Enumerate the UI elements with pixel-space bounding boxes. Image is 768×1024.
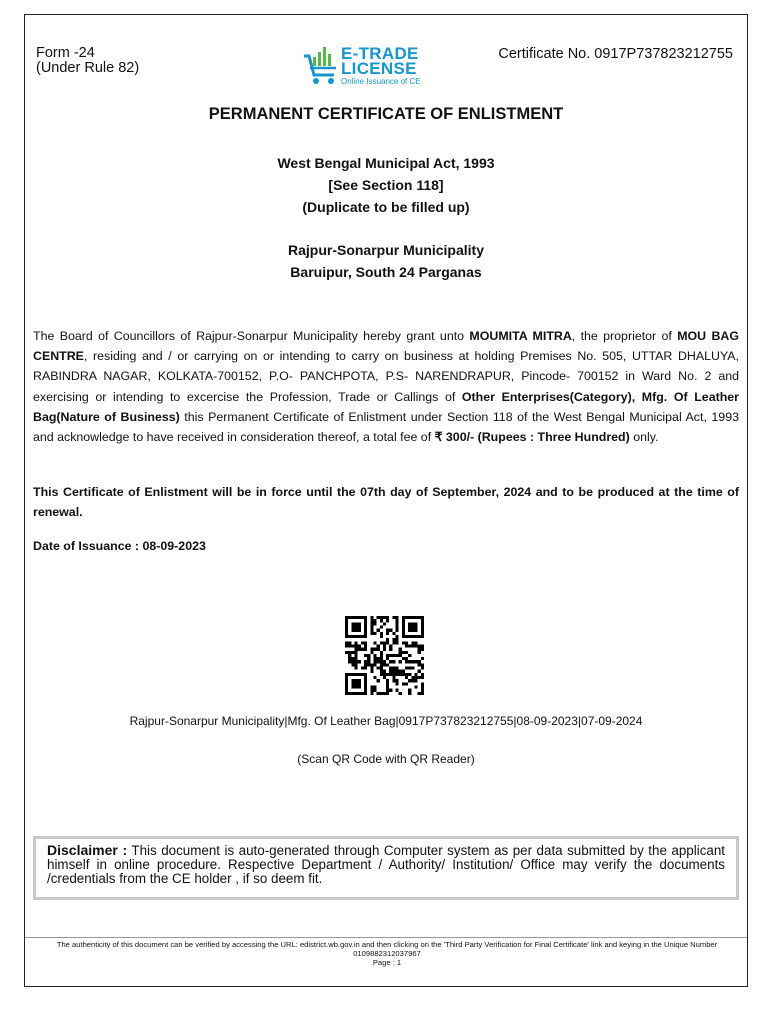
municipality-location: Baruipur, South 24 Parganas (290, 264, 482, 280)
page-title: PERMANENT CERTIFICATE OF ENLISTMENT (208, 105, 564, 123)
logo-tagline: Online Issuance of CE (341, 77, 421, 86)
etrade-license-logo (303, 41, 433, 89)
business-name: MOU BAG CENTRE (33, 329, 740, 364)
grant-text: The Board of Councillors of Rajpur-Sonarpur Municipality hereby grant unto (33, 329, 470, 343)
shopping-cart-icon (303, 43, 339, 87)
grant-text: , residing and / or carrying on or intending to carry on business at holding Premises No. 505, UTTAR DHALUYA, RABINDRA NAGAR, KOLKATA-700152, P.O- PANCHPOTA, P.S- NARENDRAPUR, Pincode- 700152 in Ward No. 2 and exercising or intending to excercise the Profession, Trade or Callings of (33, 349, 739, 404)
municipality-name: Rajpur-Sonarpur Municipality (287, 242, 484, 258)
verification-note: The authenticity of this document can be verified by accessing the URL: edistrict.wb.gov.in and then clicking on the 'Third Party Verification for Final Certificate' link and keying in the Unique Number 0109882312037967 (56, 940, 718, 958)
act-reference (25, 152, 747, 218)
act-note: (Duplicate to be filled up) (302, 199, 470, 215)
certificate-number-value: 0917P737823212755 (594, 46, 733, 62)
validity-statement: This Certificate of Enlistment will be in force until the 07th day of September, 2024 and to be produced at the time of renewal. (33, 485, 739, 520)
scan-instruction: (Scan QR Code with QR Reader) (297, 752, 475, 766)
proprietor-name: MOUMITA MITRA (469, 329, 572, 343)
grant-paragraph (33, 326, 739, 447)
rule-reference: (Under Rule 82) (36, 60, 140, 76)
grant-text: this Permanent Certificate of Enlistment under Section 118 of the West Bengal Municipal Act, 1993 and acknowledge to have received in consideration thereof, a total fee of (33, 409, 739, 445)
act-section: [See Section 118] (328, 177, 444, 193)
issuance-date: Date of Issuance : 08-09-2023 (33, 539, 206, 553)
certificate-number (498, 46, 733, 62)
disclaimer-box (33, 836, 739, 900)
footer (33, 940, 741, 967)
form-reference (36, 46, 139, 76)
act-name: West Bengal Municipal Act, 1993 (277, 155, 495, 171)
qr-code (345, 616, 424, 695)
disclaimer-text: This document is auto-generated through Computer system as per data submitted by the applicant himself in online procedure. Respective Department / Authority/ Institution/ Office may verify the documents /credentials from the CE holder , if so deem fit. (47, 843, 725, 886)
fee-amount: ₹ 300/- (Rupees : Three Hundred) (434, 430, 630, 445)
page-number: Page : 1 (372, 958, 402, 967)
footer-divider (25, 937, 747, 938)
disclaimer-label: Disclaimer : (47, 842, 128, 858)
certificate-page (24, 14, 748, 987)
grant-text: , the proprietor of (571, 329, 678, 343)
grant-text: only. (629, 430, 659, 445)
form-number: Form -24 (36, 45, 95, 61)
logo-etrade: E-TRADE (341, 44, 419, 63)
qr-encoded-text: Rajpur-Sonarpur Municipality|Mfg. Of Leather Bag|0917P737823212755|08-09-2023|07-09-2024 (129, 714, 643, 728)
logo-license: LICENSE (341, 59, 417, 78)
business-category: Other Enterprises(Category), Mfg. Of Leather Bag(Nature of Business) (33, 389, 739, 424)
municipality-block (25, 239, 747, 283)
certificate-number-label: Certificate No. (498, 46, 591, 62)
